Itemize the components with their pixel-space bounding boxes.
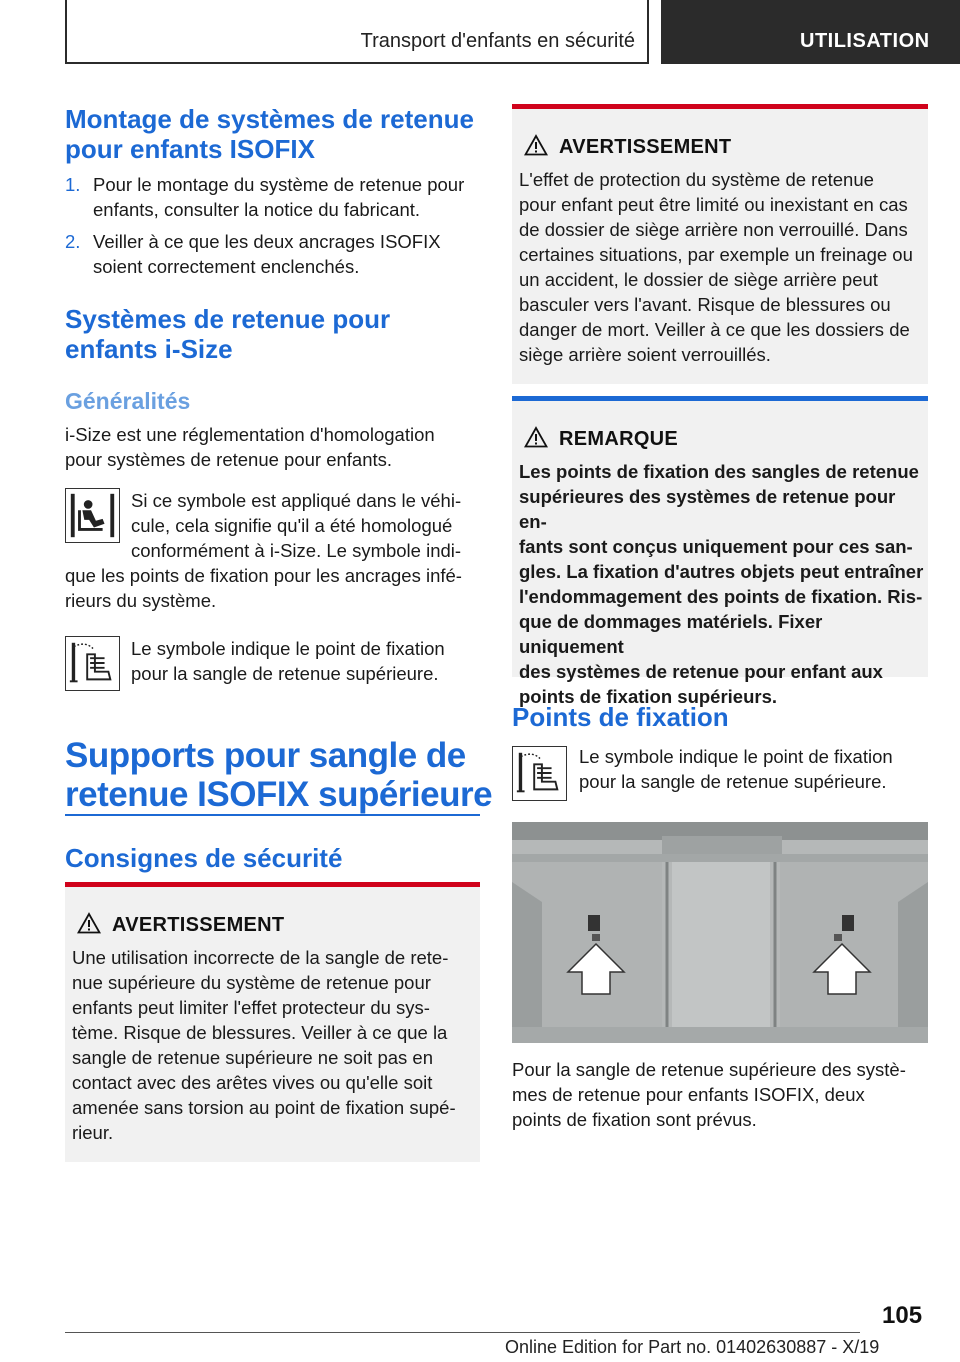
heading-isofix-mount: Montage de systèmes de retenue pour enfants ISOFIX <box>65 104 474 164</box>
header-chapter-title: UTILISATION <box>800 30 930 52</box>
header-section-tab <box>65 0 649 64</box>
warning-title: AVERTISSEMENT <box>112 914 285 936</box>
heading-divider <box>65 814 480 816</box>
warning-triangle-icon <box>524 134 548 156</box>
warning-box <box>512 104 928 384</box>
isize-symbol-text: Si ce symbole est appliqué dans le véhi- cule, cela signifie qu'il a été homologué conformément à i-Size. Le symbole indi- <box>131 490 462 561</box>
list-item: 2. Veiller à ce que les deux ancrages ISOFIX soient correctement enclenchés. <box>65 231 441 277</box>
fixation-symbol-text: Le symbole indique le point de fixation pour la sangle de retenue supérieure. <box>579 746 893 792</box>
footer-edition: Online Edition for Part no. 01402630887 - X/19 <box>505 1337 880 1357</box>
sub-heading-generalites: Généralités <box>65 388 191 414</box>
heading-isize: Systèmes de retenue pour enfants i-Size <box>65 304 391 364</box>
notice-title: REMARQUE <box>559 428 679 450</box>
heading-tether-supports: Supports pour sangle de retenue ISOFIX supérieure <box>65 736 493 814</box>
fixation-caption: Pour la sangle de retenue supérieure des systè- mes de retenue pour enfants ISOFIX, deux points de fixation sont prévus. <box>512 1059 906 1130</box>
warning-title: AVERTISSEMENT <box>559 136 732 158</box>
trunk-anchor-photo <box>512 822 928 1043</box>
warning-text: L'effet de protection du système de retenue pour enfant peut être limité ou inexistant en cas de dossier de siège arrière non verrouillé. Dans certaines situations, par exemple un freinage ou un accident, le dossier de siège arrière peut basculer vers l'avant. Risque de blessures ou danger de mort. Veiller à ce que les dossiers de siège arrière soient verrouillés. <box>519 169 913 365</box>
top-tether-icon <box>65 636 120 691</box>
notice-text: Les points de fixation des sangles de retenue supérieures des systèmes de retenue pour en- fants sont conçus uniquement pour ces san- gles. La fixation d'autres objets peut entraîner l'endommagement des points de fixation. Ris- que de dommages matériels. Fixer uniquement des systèmes de retenue pour enfant aux points de fixation supérieurs. <box>519 461 924 707</box>
footer-divider <box>65 1332 860 1333</box>
page-number: 105 <box>882 1302 923 1329</box>
warning-triangle-icon <box>77 912 101 934</box>
heading-safety: Consignes de sécurité <box>65 843 343 873</box>
isize-intro: i-Size est une réglementation d'homologation pour systèmes de retenue pour enfants. <box>65 424 435 470</box>
isize-seat-icon <box>65 488 120 543</box>
warning-triangle-icon <box>524 426 548 448</box>
top-tether-symbol-text: Le symbole indique le point de fixation pour la sangle de retenue supérieure. <box>131 638 445 684</box>
warning-text: Une utilisation incorrecte de la sangle de rete- nue supérieure du système de retenue pour enfants peut limiter l'effet protecteur du sys- tème. Risque de blessures. Veiller à ce que la sangle de retenue supérieure ne soit pas en contact avec des arêtes vives ou qu'elle soit amenée sans torsion au point de fixation supé- rieur. <box>72 947 456 1143</box>
list-item: 1. Pour le montage du système de retenue pour enfants, consulter la notice du fabricant. <box>65 174 465 220</box>
warning-box <box>65 882 480 1162</box>
isize-symbol-text-wrap: que les points de fixation pour les ancrages infé- rieurs du système. <box>65 565 462 611</box>
notice-box <box>512 396 928 707</box>
heading-fixation-points: Points de fixation <box>512 702 729 732</box>
header-section-title: Transport d'enfants en sécurité <box>360 30 635 52</box>
top-tether-icon <box>512 746 567 801</box>
